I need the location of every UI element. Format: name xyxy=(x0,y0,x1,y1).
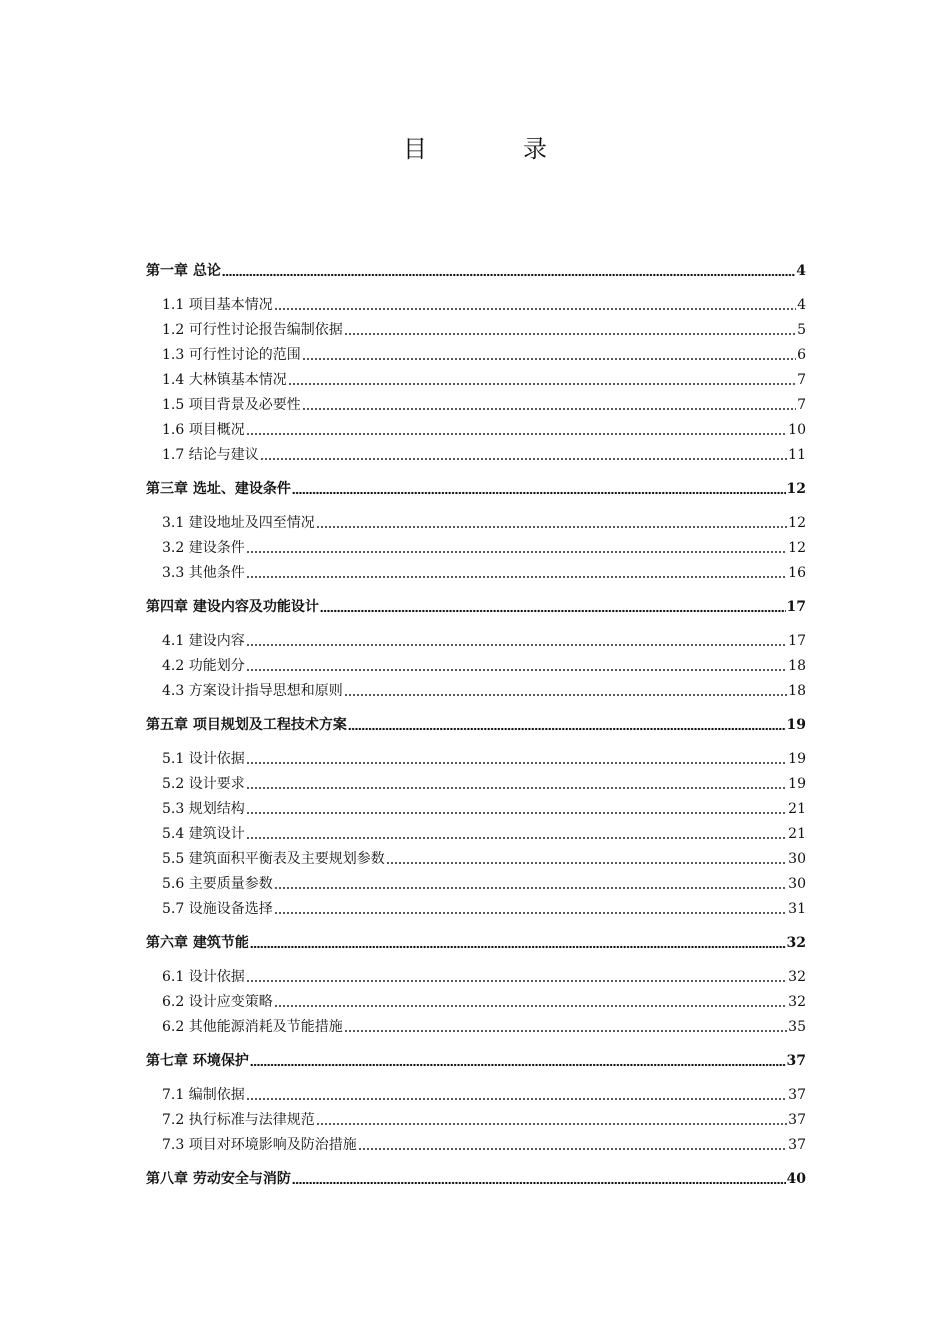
toc-section-entry[interactable] xyxy=(146,293,806,315)
toc-section-entry[interactable] xyxy=(146,368,806,390)
toc-chapter-entry[interactable] xyxy=(146,595,806,617)
toc-entry-label: 5.3 规划结构 xyxy=(162,801,245,817)
toc-chapter-entry[interactable] xyxy=(146,259,806,281)
toc-section-entry[interactable] xyxy=(146,1133,806,1155)
toc-entry-label: 5.2 设计要求 xyxy=(162,776,245,792)
dot-leader xyxy=(274,303,796,311)
toc-chapter-entry[interactable] xyxy=(146,1049,806,1071)
toc-entry-page-number: 17 xyxy=(788,633,806,649)
toc-entry-label: 第四章 建设内容及功能设计 xyxy=(146,599,319,615)
toc-entry-label: 第一章 总论 xyxy=(146,263,221,279)
toc-entry-page-number: 30 xyxy=(788,876,806,892)
dot-leader xyxy=(246,807,787,815)
toc-entry-label: 第七章 环境保护 xyxy=(146,1053,249,1069)
dot-leader xyxy=(246,571,787,579)
toc-section-entry[interactable] xyxy=(146,797,806,819)
toc-entry-label: 5.6 主要质量参数 xyxy=(162,876,273,892)
toc-entry-page-number: 37 xyxy=(786,1053,806,1069)
toc-entry-label: 6.2 其他能源消耗及节能措施 xyxy=(162,1019,343,1035)
toc-section-entry[interactable] xyxy=(146,393,806,415)
toc-entry-page-number: 4 xyxy=(797,297,806,313)
toc-entry-page-number: 37 xyxy=(788,1112,806,1128)
dot-leader xyxy=(274,882,787,890)
dot-leader xyxy=(344,1025,787,1033)
toc-section-entry[interactable] xyxy=(146,561,806,583)
toc-entry-page-number: 37 xyxy=(788,1137,806,1153)
toc-entry-page-number: 10 xyxy=(788,422,806,438)
dot-leader xyxy=(274,1000,787,1008)
dot-leader xyxy=(344,689,787,697)
toc-entry-label: 1.2 可行性讨论报告编制依据 xyxy=(162,322,343,338)
toc-entry-label: 1.1 项目基本情况 xyxy=(162,297,273,313)
toc-entry-label: 5.4 建筑设计 xyxy=(162,826,245,842)
toc-section-entry[interactable] xyxy=(146,772,806,794)
toc-entry-label: 1.4 大林镇基本情况 xyxy=(162,372,287,388)
toc-section-entry[interactable] xyxy=(146,343,806,365)
dot-leader xyxy=(246,1093,787,1101)
toc-entry-page-number: 31 xyxy=(788,901,806,917)
toc-entry-label: 5.7 设施设备选择 xyxy=(162,901,273,917)
toc-entry-label: 3.1 建设地址及四至情况 xyxy=(162,515,315,531)
toc-entry-page-number: 35 xyxy=(788,1019,806,1035)
toc-section-entry[interactable] xyxy=(146,897,806,919)
toc-entry-page-number: 18 xyxy=(788,683,806,699)
toc-entry-page-number: 7 xyxy=(797,397,806,413)
dot-leader xyxy=(316,521,787,529)
dot-leader xyxy=(246,757,787,765)
toc-entry-label: 第六章 建筑节能 xyxy=(146,935,249,951)
dot-leader xyxy=(246,832,787,840)
toc-entry-label: 4.2 功能划分 xyxy=(162,658,245,674)
dot-leader xyxy=(246,639,787,647)
toc-entry-page-number: 19 xyxy=(788,776,806,792)
toc-section-entry[interactable] xyxy=(146,654,806,676)
dot-leader xyxy=(246,664,787,672)
toc-entry-page-number: 19 xyxy=(786,717,806,733)
toc-entry-label: 4.3 方案设计指导思想和原则 xyxy=(162,683,343,699)
toc-entry-label: 1.7 结论与建议 xyxy=(162,447,259,463)
toc-entry-page-number: 32 xyxy=(786,935,806,951)
toc-section-entry[interactable] xyxy=(146,872,806,894)
toc-entry-page-number: 19 xyxy=(788,751,806,767)
toc-section-entry[interactable] xyxy=(146,418,806,440)
toc-entry-page-number: 21 xyxy=(788,801,806,817)
dot-leader xyxy=(260,453,787,461)
toc-entry-label: 7.2 执行标准与法律规范 xyxy=(162,1112,315,1128)
toc-entry-label: 1.5 项目背景及必要性 xyxy=(162,397,301,413)
dot-leader xyxy=(348,723,786,731)
toc-entry-page-number: 18 xyxy=(788,658,806,674)
dot-leader xyxy=(246,428,787,436)
toc-entry-page-number: 32 xyxy=(788,994,806,1010)
dot-leader xyxy=(292,487,786,495)
toc-entry-page-number: 32 xyxy=(788,969,806,985)
toc-section-entry[interactable] xyxy=(146,822,806,844)
toc-section-entry[interactable] xyxy=(146,679,806,701)
toc-section-entry[interactable] xyxy=(146,747,806,769)
toc-entry-page-number: 4 xyxy=(796,263,806,279)
toc-entry-label: 1.3 可行性讨论的范围 xyxy=(162,347,301,363)
dot-leader xyxy=(246,546,787,554)
dot-leader xyxy=(358,1143,787,1151)
toc-entry-label: 6.1 设计依据 xyxy=(162,969,245,985)
dot-leader xyxy=(344,328,796,336)
toc-entry-label: 1.6 项目概况 xyxy=(162,422,245,438)
toc-section-entry[interactable] xyxy=(146,318,806,340)
toc-section-entry[interactable] xyxy=(146,1108,806,1130)
dot-leader xyxy=(386,857,787,865)
toc-entry-page-number: 30 xyxy=(788,851,806,867)
toc-entry-page-number: 16 xyxy=(788,565,806,581)
toc-entry-page-number: 12 xyxy=(788,540,806,556)
toc-section-entry[interactable] xyxy=(146,629,806,651)
toc-section-entry[interactable] xyxy=(146,1083,806,1105)
toc-chapter-entry[interactable] xyxy=(146,477,806,499)
toc-entry-label: 3.2 建设条件 xyxy=(162,540,245,556)
dot-leader xyxy=(222,269,795,277)
dot-leader xyxy=(320,605,786,613)
toc-entry-page-number: 37 xyxy=(788,1087,806,1103)
dot-leader xyxy=(302,403,796,411)
toc-chapter-entry[interactable] xyxy=(146,931,806,953)
dot-leader xyxy=(246,975,787,983)
toc-entry-label: 第五章 项目规划及工程技术方案 xyxy=(146,717,347,733)
dot-leader xyxy=(288,378,796,386)
toc-entry-page-number: 40 xyxy=(786,1171,806,1187)
toc-entry-page-number: 12 xyxy=(786,481,806,497)
toc-entry-page-number: 17 xyxy=(786,599,806,615)
toc-chapter-entry[interactable] xyxy=(146,713,806,735)
toc-entry-page-number: 11 xyxy=(788,447,806,463)
toc-entry-label: 7.3 项目对环境影响及防治措施 xyxy=(162,1137,357,1153)
toc-entry-label: 5.1 设计依据 xyxy=(162,751,245,767)
toc-section-entry[interactable] xyxy=(146,847,806,869)
toc-chapter-entry[interactable] xyxy=(146,1167,806,1189)
toc-entry-label: 4.1 建设内容 xyxy=(162,633,245,649)
toc-section-entry[interactable] xyxy=(146,536,806,558)
dot-leader xyxy=(316,1118,787,1126)
toc-entry-page-number: 21 xyxy=(788,826,806,842)
toc-entry-page-number: 7 xyxy=(797,372,806,388)
dot-leader xyxy=(292,1177,786,1185)
toc-entry-label: 5.5 建筑面积平衡表及主要规划参数 xyxy=(162,851,385,867)
toc-entry-label: 3.3 其他条件 xyxy=(162,565,245,581)
toc-entry-page-number: 6 xyxy=(797,347,806,363)
toc-section-entry[interactable] xyxy=(146,965,806,987)
toc-entry-label: 第三章 选址、建设条件 xyxy=(146,481,291,497)
toc-section-entry[interactable] xyxy=(146,443,806,465)
toc-section-entry[interactable] xyxy=(146,1015,806,1037)
toc-entry-label: 7.1 编制依据 xyxy=(162,1087,245,1103)
toc-section-entry[interactable] xyxy=(146,511,806,533)
toc-entry-label: 第八章 劳动安全与消防 xyxy=(146,1171,291,1187)
toc-entry-page-number: 5 xyxy=(797,322,806,338)
dot-leader xyxy=(302,353,796,361)
page-title: 目 录 xyxy=(403,135,583,163)
toc-entry-page-number: 12 xyxy=(788,515,806,531)
toc-section-entry[interactable] xyxy=(146,990,806,1012)
dot-leader xyxy=(250,941,786,949)
dot-leader xyxy=(274,907,787,915)
dot-leader xyxy=(250,1059,786,1067)
toc-entry-label: 6.2 设计应变策略 xyxy=(162,994,273,1010)
dot-leader xyxy=(246,782,787,790)
